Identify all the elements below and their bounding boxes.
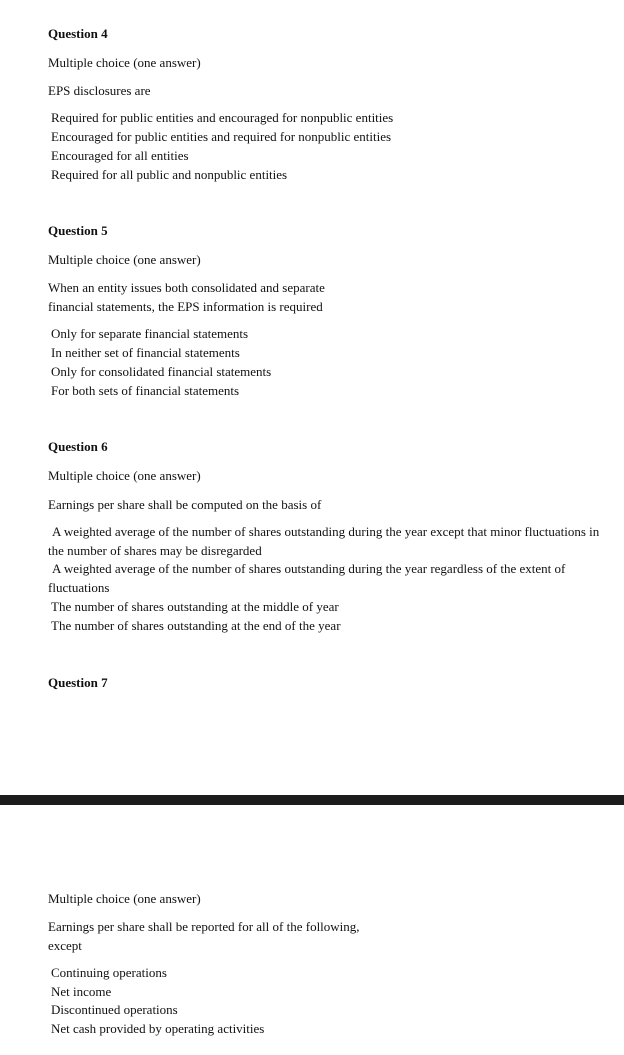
- question-4-option-3[interactable]: Encouraged for all entities: [51, 148, 189, 163]
- question-5-option-4[interactable]: For both sets of financial statements: [51, 383, 240, 398]
- question-5-prompt-line-2: financial statements, the EPS information is required: [48, 299, 323, 314]
- question-5-prompt-line-1: When an entity issues both consolidated and separate: [48, 280, 325, 295]
- question-7-type: Multiple choice (one answer): [48, 891, 201, 906]
- question-5-option-3[interactable]: Only for consolidated financial statements: [51, 364, 272, 379]
- screenshot-divider: [0, 795, 624, 805]
- question-7-prompt-line-1: Earnings per share shall be reported for all of the following,: [48, 919, 360, 934]
- question-7-title: Question 7: [48, 675, 108, 690]
- question-5-option-1[interactable]: Only for separate financial statements: [51, 326, 249, 341]
- question-6-option-4[interactable]: The number of shares outstanding at the end of the year: [51, 618, 341, 633]
- question-5-type: Multiple choice (one answer): [48, 252, 201, 267]
- question-7-option-1[interactable]: Continuing operations: [51, 965, 167, 980]
- question-4-type: Multiple choice (one answer): [48, 55, 201, 70]
- question-7-option-4[interactable]: Net cash provided by operating activities: [51, 1021, 265, 1036]
- question-6-type: Multiple choice (one answer): [48, 468, 201, 483]
- question-6-prompt: Earnings per share shall be computed on the basis of: [48, 497, 322, 512]
- question-7-prompt-line-2: except: [48, 938, 82, 953]
- question-7-option-2[interactable]: Net income: [51, 984, 112, 999]
- question-6-option-1[interactable]: A weighted average of the number of shares outstanding during the year except that minor fluctuations in the number of shares may be disregarded: [48, 524, 600, 558]
- question-5-option-2[interactable]: In neither set of financial statements: [51, 345, 240, 360]
- question-6-title: Question 6: [48, 439, 108, 454]
- question-4-prompt: EPS disclosures are: [48, 83, 151, 98]
- question-4-title: Question 4: [48, 26, 108, 41]
- question-6-option-3[interactable]: The number of shares outstanding at the middle of year: [51, 599, 339, 614]
- question-4-option-4[interactable]: Required for all public and nonpublic entities: [51, 167, 288, 182]
- question-4-option-2[interactable]: Encouraged for public entities and required for nonpublic entities: [51, 129, 392, 144]
- question-5-title: Question 5: [48, 223, 108, 238]
- question-6-option-2[interactable]: A weighted average of the number of shares outstanding during the year regardless of the extent of fluctuations: [48, 561, 566, 595]
- question-4-option-1[interactable]: Required for public entities and encouraged for nonpublic entities: [51, 110, 394, 125]
- question-7-option-3[interactable]: Discontinued operations: [51, 1002, 178, 1017]
